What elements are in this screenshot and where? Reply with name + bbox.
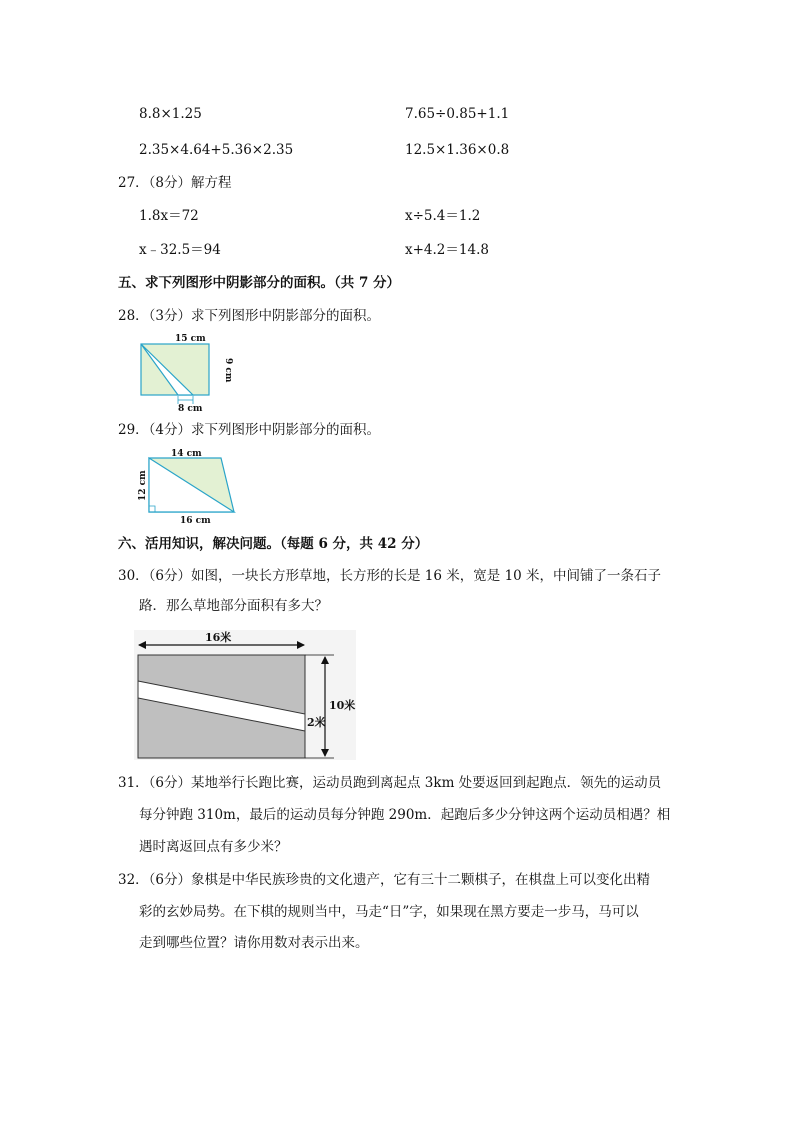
q30-length-label: 16米: [205, 631, 232, 644]
q28-title: 28．（3分）求下列图形中阴影部分的面积。: [118, 308, 381, 324]
calc-expression-3: 2.35×4.64+5.36×2.35: [139, 142, 294, 158]
q31-line-3: 遇时离返回点有多少米？: [139, 839, 288, 855]
q28-rectangle-figure: [134, 330, 244, 416]
q32-line-1: 32．（6分）象棋是中华民族珍贵的文化遗产，它有三十二颗棋子，在棋盘上可以变化出精: [118, 872, 651, 888]
q29-top-label: 14 cm: [171, 449, 202, 459]
q29-title: 29．（4分）求下列图形中阴影部分的面积。: [118, 422, 381, 438]
q32-line-2: 彩的玄妙局势。在下棋的规则当中，马走“日”字，如果现在黑方要走一步马，马可以: [139, 904, 639, 920]
q29-trapezoid-figure: [134, 446, 244, 530]
calc-expression-1: 8.8×1.25: [139, 106, 202, 122]
q30-road-width-label: 2米: [307, 716, 326, 729]
calc-expression-4: 12.5×1.36×0.8: [405, 142, 510, 158]
q27-equation-2: x÷5.4＝1.2: [405, 208, 481, 224]
q28-bottom-label: 8 cm: [178, 404, 203, 414]
q28-right-label: 9 cm: [223, 358, 233, 383]
q27-equation-1: 1.8x＝72: [139, 208, 199, 224]
q31-line-2: 每分钟跑 310m，最后的运动员每分钟跑 290m．起跑后多少分钟这两个运动员相遇？相: [139, 807, 671, 823]
q27-equation-3: x﹣32.5＝94: [139, 242, 221, 258]
q28-top-label: 15 cm: [175, 334, 206, 344]
q30-width-label: 10米: [329, 699, 356, 712]
q30-line-2: 路．那么草地部分面积有多大？: [139, 598, 328, 614]
section-5-heading: 五、求下列图形中阴影部分的面积。（共 7 分）: [118, 275, 401, 291]
q27-equation-4: x+4.2＝14.8: [405, 242, 489, 258]
q30-line-1: 30．（6分）如图，一块长方形草地，长方形的长是 16 米，宽是 10 米，中间铺了一条石子: [118, 568, 662, 584]
section-6-heading: 六、活用知识，解决问题。（每题 6 分，共 42 分）: [118, 536, 429, 552]
q29-left-label: 12 cm: [138, 470, 148, 501]
q29-bottom-label: 16 cm: [180, 516, 211, 526]
q30-grassland-figure: [134, 630, 356, 760]
q31-line-1: 31．（6分）某地举行长跑比赛，运动员跑到离起点 3km 处要返回到起跑点．领先的运动员: [118, 775, 662, 791]
q27-title: 27．（8分）解方程: [118, 175, 232, 191]
q32-line-3: 走到哪些位置？请你用数对表示出来。: [139, 935, 369, 951]
calc-expression-2: 7.65÷0.85+1.1: [405, 106, 510, 122]
